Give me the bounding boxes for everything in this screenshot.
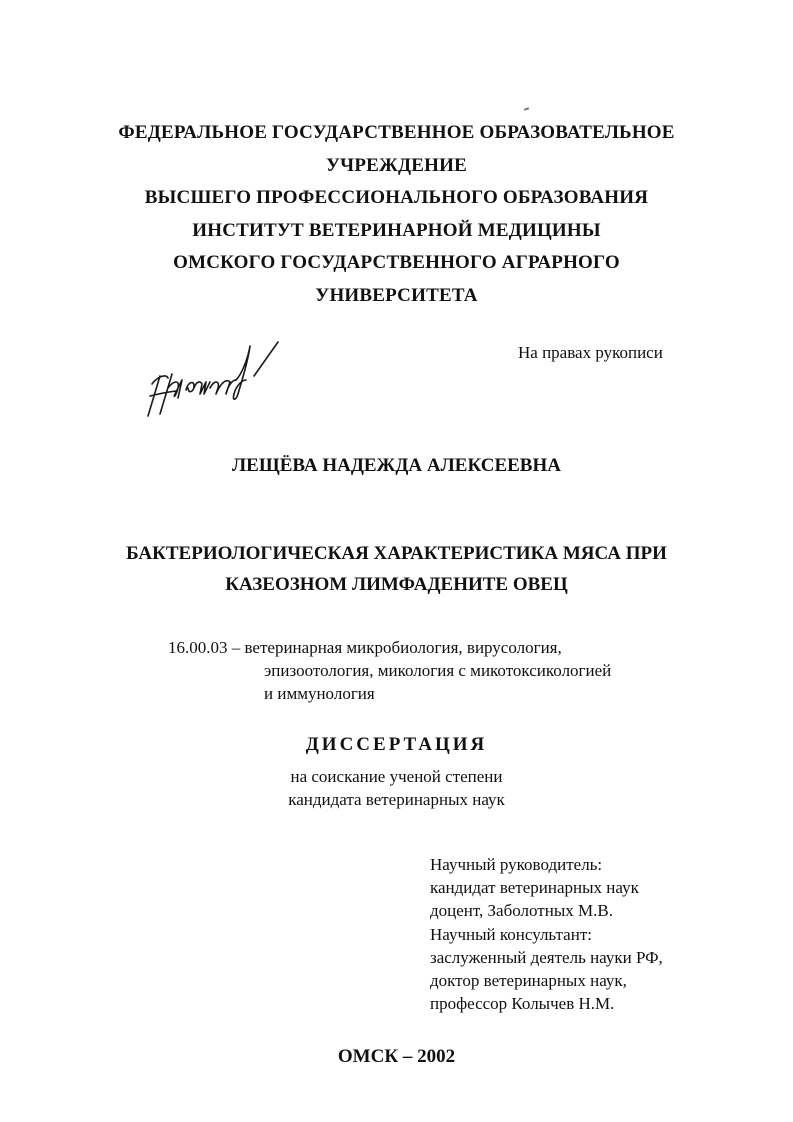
- supervisor-line: доктор ветеринарных наук,: [430, 971, 627, 991]
- specialty-code: 16.00.03: [168, 638, 228, 657]
- supervisor-line: профессор Колычев Н.М.: [430, 994, 615, 1014]
- institution-line: УЧРЕЖДЕНИЕ: [326, 154, 467, 176]
- specialty-block: [168, 636, 611, 705]
- institution-line: ОМСКОГО ГОСУДАРСТВЕННОГО АГРАРНОГО: [173, 252, 620, 273]
- institution-line: ФЕДЕРАЛЬНОЕ ГОСУДАРСТВЕННОЕ ОБРАЗОВАТЕЛЬНОЕ: [118, 122, 675, 143]
- supervisors-block: [430, 853, 663, 1015]
- dissertation-title: [0, 538, 793, 600]
- author-name: ЛЕЩЁВА НАДЕЖДА АЛЕКСЕЕВНА: [232, 455, 561, 476]
- city-year: ОМСК – 2002: [337, 1046, 456, 1067]
- supervisor-line: Научный руководитель:: [430, 855, 603, 874]
- rights-note: На правах рукописи: [518, 343, 663, 362]
- institution-header: [0, 117, 793, 312]
- supervisor-line: заслуженный деятель науки РФ,: [430, 947, 663, 967]
- specialty-line: – ветеринарная микробиология, вирусология,: [227, 638, 562, 657]
- specialty-line: эпизоотология, микология с микотоксикологией: [264, 661, 612, 680]
- supervisor-line: доцент, Заболотных М.В.: [430, 901, 613, 921]
- degree-block: [0, 765, 793, 811]
- document-type: ДИССЕРТАЦИЯ: [305, 734, 488, 755]
- scan-speck: [524, 107, 529, 111]
- title-line: КАЗЕОЗНОМ ЛИМФАДЕНИТЕ ОВЕЦ: [225, 574, 568, 595]
- supervisor-line: Научный консультант:: [430, 924, 592, 944]
- title-line: БАКТЕРИОЛОГИЧЕСКАЯ ХАРАКТЕРИСТИКА МЯСА ПРИ: [126, 543, 667, 564]
- supervisor-line: кандидат ветеринарных наук: [430, 878, 639, 898]
- degree-line: на соискание ученой степени: [290, 767, 503, 786]
- institution-line: ВЫСШЕГО ПРОФЕССИОНАЛЬНОГО ОБРАЗОВАНИЯ: [144, 187, 649, 208]
- degree-line: кандидата ветеринарных наук: [288, 790, 505, 809]
- specialty-line: и иммунология: [264, 684, 375, 703]
- institution-line: УНИВЕРСИТЕТА: [315, 284, 478, 306]
- handwritten-signature: [138, 328, 288, 428]
- institution-line: ИНСТИТУТ ВЕТЕРИНАРНОЙ МЕДИЦИНЫ: [192, 219, 601, 241]
